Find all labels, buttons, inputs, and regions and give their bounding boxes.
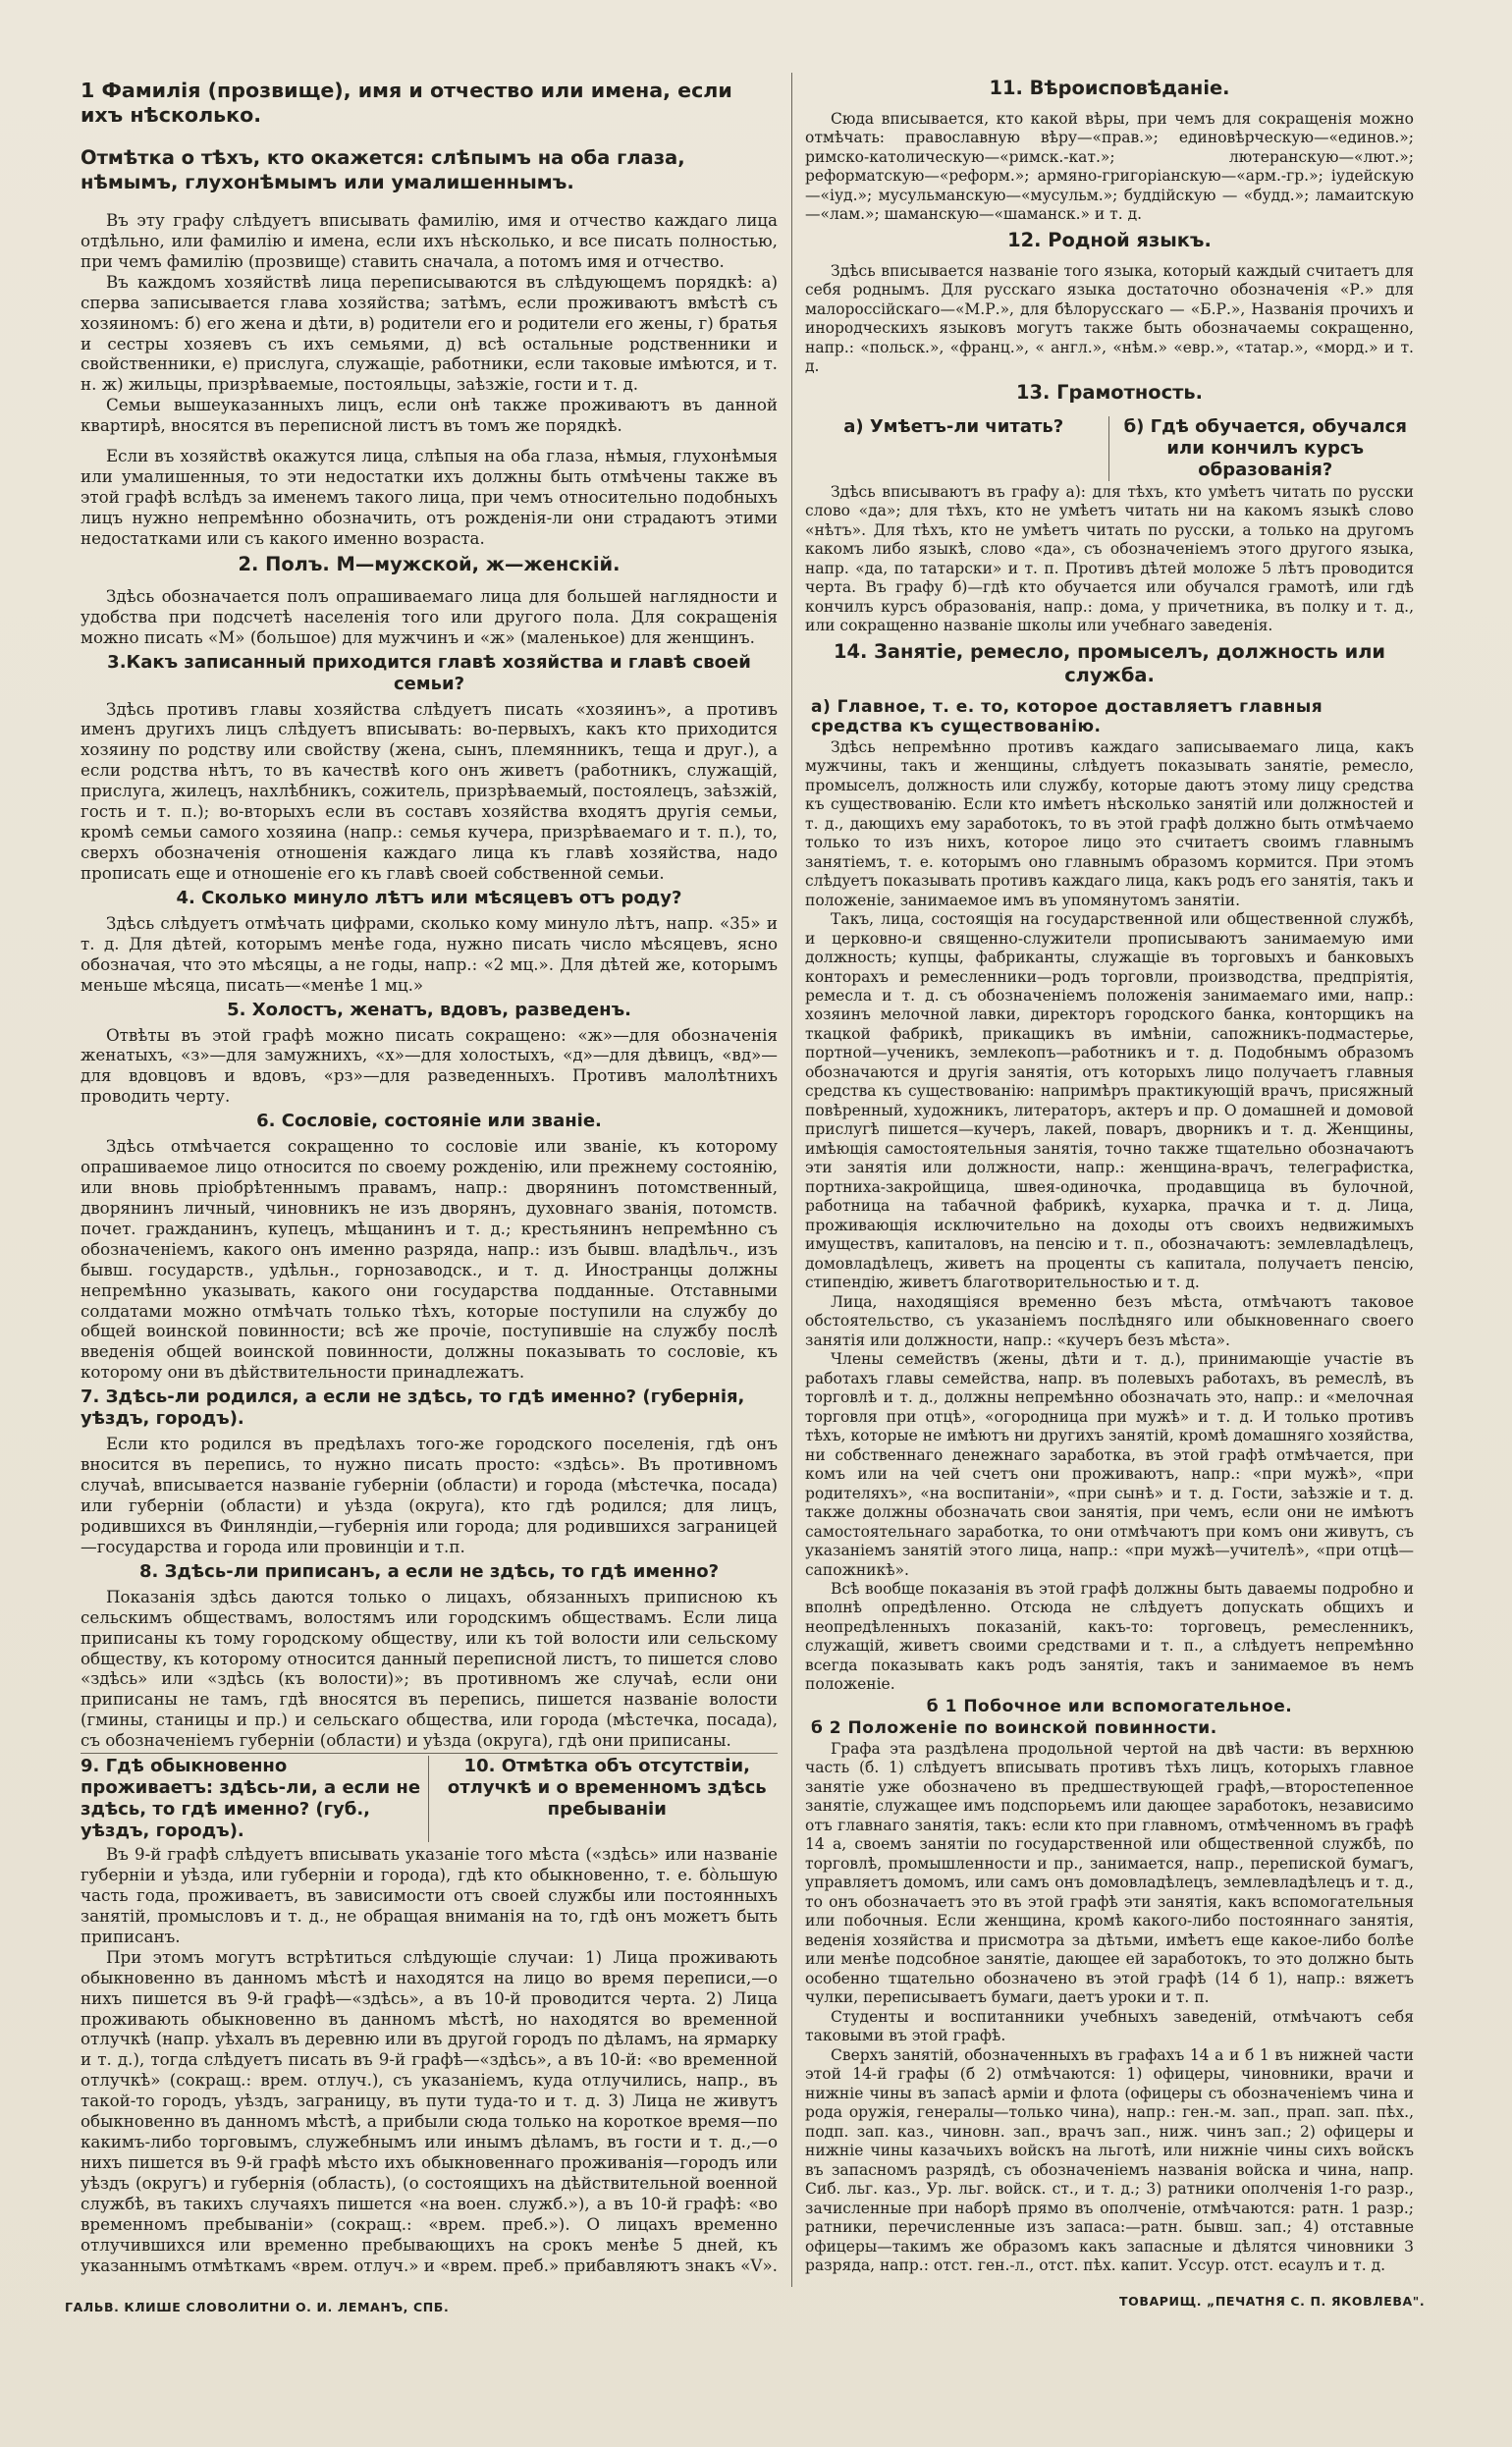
printer-credit-right: ТОВАРИЩ. „ПЕЧАТНЯ С. П. ЯКОВЛЕВА". [1119, 2294, 1426, 2309]
paragraph: Такъ, лица, состоящія на государственной или общественной службѣ, и церковно-и священно-служители прописываютъ занимаемую ими должность; купцы, фабриканты, служащіе въ торговыхъ и банковыхъ конторахъ и ремесленники—родъ торговли, производства, предпріятія, ремесла и т. д. съ обозначеніемъ положенія занимаемаго ими, напр.: хозяинъ мелочной лавки, директоръ городского банка, конторщикъ на ткацкой фабрикѣ, прикащикъ въ имѣніи, сапожникъ-подмастерье, портной—ученикъ, землекопъ—работникъ и т. д. Подобнымъ образомъ обозначаются и другія занятія, отъ которыхъ лицо получаетъ главныя средства къ существованію: напримѣръ практикующій врачъ, присяжный повѣренный, художникъ, литераторъ, актеръ и пр. О домашней и домовой прислугѣ пишется—кучеръ, лакей, поваръ, дворникъ и т. д. Женщины, имѣющія самостоятельныя занятія, точно также тщательно обозначаютъ эти занятія или должности, напр.: женщина-врачъ, телеграфистка, портниха-закройщица, швея-одиночка, продавщица въ булочной, работница на табачной фабрикѣ, кухарка, прачка и т. д. Лица, проживающія исключительно на доходы отъ своихъ недвижимыхъ имуществъ, капиталовъ, на пенсію и т. п., обозначаютъ: землевладѣлецъ, домовладѣлецъ, живетъ на проценты съ капитала, получаетъ пенсію, стипендію, живетъ благотворительностью и т. д. [805, 910, 1414, 1292]
paragraph: Лица, находящіяся временно безъ мѣста, отмѣчаютъ таковое обстоятельство, съ указаніемъ послѣдняго или обыкновеннаго своего занятія или должности, напр.: «кучеръ безъ мѣста». [805, 1292, 1414, 1349]
paragraph: Въ эту графу слѣдуетъ вписывать фамилію, имя и отчество каждаго лица отдѣльно, или фамилію и имена, если ихъ нѣсколько, и все писать полностью, при чемъ фамилію (прозвище) ставить сначала, а потомъ имя и отчество. [81, 210, 778, 271]
heading-13a: а) Умѣетъ-ли читать? [805, 416, 1109, 481]
heading-7: 7. Здѣсь-ли родился, а если не здѣсь, то гдѣ именно? (губернія, уѣздъ, городъ). [81, 1387, 745, 1430]
heading-1b: Отмѣтка о тѣхъ, кто окажется: слѣпымъ на оба глаза, нѣмымъ, глухонѣмымъ или умалишеннымъ. [81, 146, 685, 193]
paragraph: Сверхъ занятій, обозначенныхъ въ графахъ 14 а и б 1 въ нижней части этой 14-й графы (б 2) отмѣчаются: 1) офицеры, чиновники, врачи и нижніе чины въ запасѣ арміи и флота (офицеры съ обозначеніемъ чина и рода оружія, генералы—только чина), напр.: ген.-м. зап., прап. зап. пѣх., подп. зап. каз., чиновн. зап., врачъ зап., ниж. чинъ зап.; 2) офицеры и нижніе чины казачьихъ войскъ на льготѣ, или нижніе чины сихъ войскъ въ запасномъ разрядѣ, съ обозначеніемъ названія войска и чина, напр. Сиб. льг. каз., Ур. льг. войск. ст., и т. д.; 3) ратники ополченія 1-го разр., зачисленные при наборѣ прямо въ ополченіе, отмѣчаются: ратн. 1 разр.; ратники, перечисленные изъ запаса:—ратн. бывш. зап.; 4) отставные офицеры—такимъ же образомъ какъ запасные и дѣлятся чиновники 3 разряда, напр.: отст. ген.-л., отст. пѣх. капит. Уссур. отст. есаулъ и т. д. [805, 2045, 1414, 2274]
paragraph: Всѣ вообще показанія въ этой графѣ должны быть даваемы подробно и вполнѣ опредѣленно. Отсюда не слѣдуетъ допускать общихъ и неопредѣленныхъ показаній, какъ-то: торговецъ, ремесленникъ, служащій, живетъ своими средствами и т. п., а слѣдуетъ непремѣнно всегда показывать какъ родъ занятія, такъ и занимаемое въ немъ положеніе. [805, 1580, 1414, 1694]
heading-14: 14. Занятіе, ремесло, промыселъ, должность или служба. [834, 639, 1385, 686]
heading-14a: а) Главное, т. е. то, которое доставляетъ главныя средства къ существованію. [811, 696, 1323, 736]
heading-8: 8. Здѣсь-ли приписанъ, а если не здѣсь, то гдѣ именно? [138, 1560, 720, 1582]
paragraph: Если въ хозяйствѣ окажутся лица, слѣпыя на оба глаза, нѣмыя, глухонѣмыя или умалишенныя, то эти недостатки ихъ должны быть отмѣчены также въ этой графѣ вслѣдъ за именемъ такого лица, при чемъ относительно подобныхъ лицъ нужно непремѣнно обозначить, отъ рожденія-ли они страдаютъ этими недостатками или съ какого именно возраста. [81, 446, 778, 548]
heading-9-10-table [81, 1753, 778, 1844]
heading-3: 3.Какъ записанный приходится главѣ хозяйства и главѣ своей семьи? [107, 651, 751, 694]
heading-4: 4. Сколько минуло лѣтъ или мѣсяцевъ отъ роду? [176, 887, 682, 908]
paragraph: Студенты и воспитанники учебныхъ заведеній, отмѣчаютъ себя таковыми въ этой графѣ. [805, 2007, 1414, 2045]
literacy-subheads [805, 414, 1414, 483]
heading-13: 13. Грамотность. [1016, 380, 1203, 404]
heading-10: 10. Отмѣтка объ отсутствіи, отлучкѣ и о временномъ здѣсь пребываніи [447, 1756, 767, 1821]
paragraph: Члены семействъ (жены, дѣти и т. д.), принимающіе участіе въ работахъ главы семейства, напр. въ полевыхъ работахъ, въ ремеслѣ, въ торговлѣ и т. д., должны непремѣнно обозначать это, напр.: и «мелочная торговля при отцѣ», «огородница при мужѣ» и т. д. И только противъ тѣхъ, которые не имѣютъ ни другихъ занятій, кромѣ домашняго хозяйства, ни собственнаго денежнаго заработка, въ этой графѣ отмѣчается, при комъ или на чей счетъ они проживаютъ, напр.: «при мужѣ», «при родителяхъ», «на воспитаніи», «при сынѣ» и т. д. Гости, заѣзжіе и т. д. также должны обозначать свои занятія, при чемъ, если они не имѣютъ самостоятельнаго заработка, то они отмѣчаютъ при комъ они живутъ, съ указаніемъ занятій этого лица, напр.: «при мужѣ—учителѣ», «при отцѣ—сапожникѣ». [805, 1350, 1414, 1579]
heading-6: 6. Сословіе, состояніе или званіе. [256, 1111, 602, 1132]
paragraph: Здѣсь вписываютъ въ графу а): для тѣхъ, кто умѣетъ читать по русски слово «да»; для тѣхъ, кто не умѣетъ читать ни на какомъ языкѣ слово «нѣтъ». Для тѣхъ, кто не умѣетъ читать по русски, а только на другомъ какомъ либо языкѣ, слово «да», съ обозначеніемъ этого другого языка, напр. «да, по татарски» и т. п. Противъ дѣтей моложе 5 лѣтъ проводится черта. Въ графу б)—гдѣ кто обучается или обучался грамотѣ, или гдѣ кончилъ курсъ образованія, напр.: дома, у причетника, въ полку и т. д., или сокращенно названіе школы или учебнаго заведенія. [805, 482, 1414, 635]
heading-14b1: б 1 Побочное или вспомогательное. [926, 1696, 1293, 1716]
paragraph: Если кто родился въ предѣлахъ того-же городского поселенія, гдѣ онъ вносится въ перепись, то нужно писать просто: «здѣсь». Въ противномъ случаѣ, вписывается названіе губерніи (области) и города (мѣстечка, посада) или губерніи (области) и уѣзда (округа), кто гдѣ родился; для лицъ, родившихся въ Финляндіи,—губернія или города; для родившихся заграницей—государства и города или провинціи и т.п. [81, 1434, 778, 1556]
paragraph: Здѣсь непремѣнно противъ каждаго записываемаго лица, какъ мужчины, такъ и женщины, слѣдуетъ показывать занятіе, ремесло, промыселъ, должность или службу, которые даютъ этому лицу средства къ существованію. Если кто имѣетъ нѣсколько занятій или должностей и т. д., дающихъ ему заработокъ, то въ этой графѣ должно быть отмѣчаемо только то изъ нихъ, которое лицо это считаетъ своимъ главнымъ занятіемъ, т. е. которымъ оно главнымъ образомъ кормится. При этомъ слѣдуетъ показывать противъ каждаго лица, какъ родъ его занятія, такъ и положеніе, занимаемое имъ въ упомянутомъ занятіи. [805, 737, 1414, 909]
left-column [81, 77, 778, 2276]
paragraph: Здѣсь слѣдуетъ отмѣчать цифрами, сколько кому минуло лѣтъ, напр. «35» и т. д. Для дѣтей, которымъ менѣе года, нужно писать число мѣсяцевъ, ясно обозначая, что это мѣсяцы, а не годы, напр.: «2 мц.». Для дѣтей же, которымъ меньше мѣсяца, писать—«менѣе 1 мц.» [81, 912, 778, 995]
paragraph: Въ каждомъ хозяйствѣ лица переписываются въ слѣдующемъ порядкѣ: а) сперва записывается глава хозяйства; затѣмъ, если проживаютъ вмѣстѣ съ хозяиномъ: б) его жена и дѣти, в) родители его и родители его жены, г) братья и сестры хозяевъ съ ихъ семьями, д) всѣ остальные родственники и свойственники, е) прислуга, служащіе, работники, если таковые имѣются, и т. н. ж) жильцы, призрѣваемые, постояльцы, заѣзжіе, гости и т. д. [81, 271, 778, 395]
paragraph: При этомъ могутъ встрѣтиться слѣдующіе случаи: 1) Лица проживають обыкновенно въ данномъ мѣстѣ и находятся на лицо во время переписи,—о нихъ пишется въ 9-й графѣ—«здѣсь», а въ 10-й проводится черта. 2) Лица проживають обыкновенно въ данномъ мѣстѣ, но находятся во временной отлучкѣ (напр. уѣхалъ въ деревню или въ другой городъ по дѣламъ, на ярмарку и т. д.), тогда слѣдуетъ писать въ 9-й графѣ—«здѣсь», а въ 10-й: «во временной отлучкѣ» (сокращ.: врем. отлуч.), съ указаніемъ, куда отлучились, напр., въ такой-то городъ, уѣздъ, заграницу, въ пути туда-то и т. д. 3) Лица не живутъ обыкновенно въ данномъ мѣстѣ, а прибыли сюда только на короткое время—по какимъ-либо торговымъ, служебнымъ или инымъ дѣламъ, въ гости и т. д.,—о нихъ пишется въ 9-й графѣ мѣсто ихъ обыкновеннаго проживанія—городъ или уѣздъ (округъ) и губернія (область), (о состоящихъ на дѣйствительной военной службѣ, въ такихъ случаяхъ пишется «на воен. служб.»), а въ 10-й графѣ: «во временномъ пребываніи» (сокращ.: «врем. преб.»). О лицахъ временно отлучившихся или временно пребывающихъ на срокъ менѣе 5 дней, къ указаннымъ отмѣткамъ «врем. отлуч.» и «врем. преб.» прибавляютъ знакъ «V». [81, 1946, 778, 2275]
heading-12: 12. Родной языкъ. [1007, 228, 1212, 251]
paragraph: Здѣсь вписывается названіе того языка, который каждый считаетъ для себя роднымъ. Для русскаго языка достаточно обозначенія «Р.» для малороссійскаго—«М.Р.», для бѣлорусскаго — «Б.Р.», Названія прочихъ и инородческихъ языковъ могутъ также быть обозначаемы сокращенно, напр.: «польск.», «франц.», « англ.», «нѣм.» «евр.», «татар.», «морд.» и т. д. [805, 261, 1414, 376]
heading-5: 5. Холостъ, женатъ, вдовъ, разведенъ. [227, 999, 631, 1020]
paragraph: Графа эта раздѣлена продольной чертой на двѣ части: въ верхнюю часть (б. 1) слѣдуетъ вписывать противъ тѣхъ лицъ, которыхъ главное занятіе уже обозначено въ предшествующей графѣ,—второстепенное занятіе, служащее имъ подспорьемъ или дающее заработокъ, независимо отъ главнаго занятія, такъ: если кто при главномъ, отмѣченномъ въ графѣ 14 а, своемъ занятіи по государственной или общественной службѣ, по торговлѣ, промышленности и пр., занимается, напр., перепиской бумагъ, управляетъ домомъ, или самъ онъ домовладѣлецъ, землевладѣлецъ и т. д., то онъ обозначаетъ это въ этой графѣ эти занятія, какъ вспомогательныя или побочныя. Если женщина, кромѣ какого-либо постояннаго занятія, веденія хозяйства и присмотра за дѣтьми, имѣетъ еще какое-либо болѣе или менѣе подсобное занятіе, дающее ей заработокъ, то это должно быть особенно тщательно обозначено въ этой графѣ (14 б 1), напр.: вяжетъ чулки, переписываетъ бумаги, даетъ уроки и т. п. [805, 1739, 1414, 2007]
heading-2: 2. Полъ. М—мужской, ж—женскій. [238, 552, 621, 575]
heading-9: 9. Гдѣ обыкновенно проживаетъ: здѣсь-ли, а если не здѣсь, то гдѣ именно? (губ., уѣздъ, городъ). [81, 1756, 429, 1842]
column-divider [791, 73, 792, 2287]
paragraph: Здѣсь обозначается полъ опрашиваемаго лица для большей наглядности и удобства при подсчетѣ населенія того или другого пола. Для сокращенія можно писать «М» (большое) для мужчинъ и «ж» (маленькое) для женщинъ. [81, 585, 778, 647]
right-column [805, 77, 1414, 2275]
heading-1: 1 Фамилія (прозвище), имя и отчество или имена, если ихъ нѣсколько. [81, 79, 732, 127]
paragraph: Въ 9-й графѣ слѣдуетъ вписывать указаніе того мѣста («здѣсь» или названіе губерніи и уѣзда, или губерніи и города), гдѣ кто обыкновенно, т. е. бо̀льшую часть года, проживаетъ, въ зависимости отъ своей службы или постоянныхъ занятій, промысловъ и т. д., не обращая вниманія на то, гдѣ онъ можетъ быть приписанъ. [81, 1844, 778, 1946]
paragraph: Показанія здѣсь даются только о лицахъ, обязанныхъ приписною къ сельскимъ обществамъ, волостямъ или городскимъ обществамъ. Если лица приписаны къ тому городскому обществу, или къ той волости или сельскому обществу, къ которому относится данный переписной листъ, то пишется слово «здѣсь» или «здѣсь (къ волости)»; въ противномъ же случаѣ, если они приписаны не тамъ, гдѣ вносятся въ перепись, пишется названіе волости (гмины, станицы и пр.) и сельскаго общества, или города (мѣстечка, посада), съ обозначеніемъ губерніи (области) и уѣзда (округа), гдѣ они приписаны. [81, 1586, 778, 1751]
heading-11: 11. Вѣроисповѣданіе. [989, 77, 1230, 99]
paragraph: Здѣсь отмѣчается сокращенно то сословіе или званіе, къ которому опрашиваемое лицо относится по своему рожденію, или прежнему состоянію, или вновь пріобрѣтеннымъ правамъ, напр.: дворянинъ потомственный, дворянинъ личный, чиновникъ не изъ дворянъ, духовнаго званія, потомств. почет. гражданинъ, купецъ, мѣщанинъ и т. д.; крестьянинъ непремѣнно съ обозначеніемъ, какого онъ именно разряда, напр.: изъ бывш. владѣльч., изъ бывш. государств., удѣльн., горнозаводск., и т. д. Иностранцы должны непремѣнно указывать, какого они государства подданные. Отставными солдатами можно отмѣчать только тѣхъ, которые поступили на службу до общей воинской повинности; всѣ же прочіе, поступившіе на службу послѣ введенія общей воинской повинности, должны показывать то сословіе, къ которому они въ дѣйствительности принадлежатъ. [81, 1136, 778, 1383]
printer-credit-left: ГАЛЬВ. КЛИШЕ СЛОВОЛИТНИ О. И. ЛЕМАНЪ, СПБ. [65, 2300, 450, 2314]
heading-14b2: б 2 Положеніе по воинской повинности. [811, 1717, 1217, 1738]
paragraph: Сюда вписывается, кто какой вѣры, при чемъ для сокращенія можно отмѣчать: православную вѣру—«прав.»; единовѣрческую—«единов.»; римско-католическую—«римск.-кат.»; лютеранскую—«лют.»; реформатскую—«реформ.»; армяно-григоріанскую—«арм.-гр.»; іудейскую—«іуд.»; мусульманскую—«мусульм.»; буддійскую — «будд.»; ламаитскую—«лам.»; шаманскую—«шаманск.» и т. д. [805, 110, 1414, 224]
paragraph: Здѣсь противъ главы хозяйства слѣдуетъ писать «хозяинъ», а противъ именъ другихъ лицъ слѣдуетъ вписывать: во-первыхъ, какъ кто приходится хозяину по родству или свойству (жена, сынъ, племянникъ, теща и друг.), а если родства нѣтъ, то въ качествѣ кого онъ живетъ (работникъ, служащій, прислуга, жилецъ, нахлѣбникъ, сожитель, призрѣваемый, постоялецъ, заѣзжій, гость и т. п.); во-вторыхъ если въ составъ хозяйства входятъ другія семьи, кромѣ семьи самого хозяина (напр.: семья кучера, призрѣваемаго и т. п.), то, сверхъ обозначенія отношенія каждаго лица къ главѣ хозяйства, надо прописать еще и отношеніе его къ главѣ своей собственной семьи. [81, 698, 778, 883]
heading-13b: б) Гдѣ обучается, обучался или кончилъ курсъ образованія? [1123, 415, 1407, 480]
paragraph: Семьи вышеуказанныхъ лицъ, если онѣ также проживаютъ въ данной квартирѣ, вносятся въ переписной листъ въ томъ же порядкѣ. [81, 395, 778, 436]
paragraph: Отвѣты въ этой графѣ можно писать сокращено: «ж»—для обозначенія женатыхъ, «з»—для замужнихъ, «х»—для холостыхъ, «д»—для дѣвицъ, «вд»—для вдовцовъ и вдовъ, «рз»—для разведенныхъ. Противъ малолѣтнихъ проводить черту. [81, 1024, 778, 1107]
